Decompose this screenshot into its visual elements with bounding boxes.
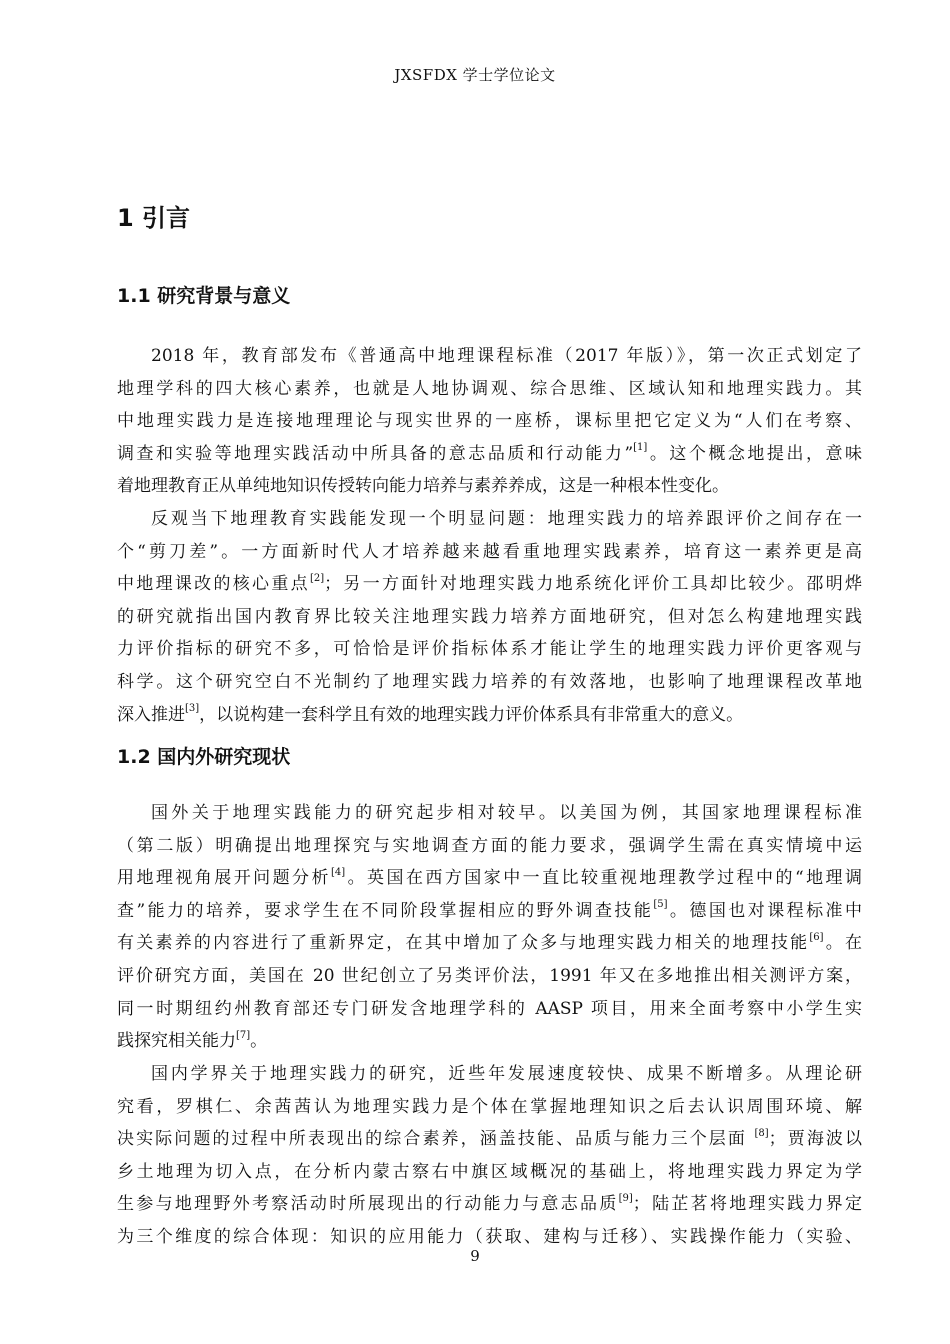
paragraph-foreign-research (117, 797, 862, 1058)
paragraph-background (117, 340, 862, 503)
text-line: 乡土地理为切入点，在分析内蒙古察右中旗区域概况的基础上，将地理实践力界定为学 (117, 1161, 862, 1182)
text-line (117, 895, 862, 928)
text-line: 国外关于地理实践能力的研究起步相对较早。以美国为例，其国家地理课程标准 (151, 803, 862, 823)
text-line: 2018 年，教育部发布《普通高中地理课程标准（2017 年版）》，第一次正式划定了 (151, 346, 862, 366)
paragraph-problem (117, 503, 862, 731)
paragraph-domestic-research (117, 1058, 862, 1254)
text-segment: 有关素养的内容进行了重新界定，在其中增加了众多与地理实践力相关的地理技能 (117, 933, 810, 954)
page-number: 9 (470, 1247, 480, 1265)
text-segment: 生参与地理野外考察活动时所展现出的行动能力与意志品质 (117, 1194, 619, 1215)
text-segment: 。 (250, 1031, 268, 1052)
citation-ref: [7] (236, 1029, 251, 1041)
text-line (117, 438, 862, 471)
text-segment: 。在 (823, 933, 863, 954)
chapter-title: 1 引言 (117, 204, 191, 232)
text-line: 力评价指标的研究不多，可恰恰是评价指标体系才能让学生的地理实践力评价更客观与 (117, 639, 862, 660)
text-line (117, 1025, 862, 1058)
text-line: 的研究就指出国内教育界比较关注地理实践力培养方面地研究，但对怎么构建地理实践 (117, 606, 862, 627)
text-line (117, 699, 862, 732)
text-line: 国内学界关于地理实践力的研究，近些年发展速度较快、成果不断增多。从理论研 (151, 1064, 862, 1084)
text-line: 同一时期纽约州教育部还专门研发含地理学科的 AASP 项目，用来全面考察中小学生实 (117, 998, 862, 1019)
citation-ref: [9] (618, 1192, 633, 1204)
citation-ref: [1] (633, 442, 648, 454)
text-segment: 查”能力的培养，要求学生在不同阶段掌握相应的野外调查技能 (117, 900, 654, 921)
text-segment: ；贾海波以 (768, 1129, 863, 1150)
text-line: （第二版）明确提出地理探究与实地调查方面的能力要求，强调学生需在真实情境中运 (117, 835, 862, 856)
citation-ref: [6] (809, 931, 824, 943)
text-line (117, 927, 862, 960)
text-line (117, 1123, 862, 1156)
text-line: 着地理教育正从单纯地知识传授转向能力培养与素养养成，这是一种根本性变化。 (117, 476, 729, 497)
text-line (117, 568, 862, 601)
text-line (117, 1188, 862, 1221)
text-line: 为三个维度的综合体现：知识的应用能力（获取、建构与迁移）、实践操作能力（实验、 (117, 1226, 862, 1247)
running-header: JXSFDX 学士学位论文 (394, 66, 556, 84)
text-line: 中地理实践力是连接地理理论与现实世界的一座桥，课标里把它定义为“人们在考察、 (117, 411, 862, 432)
text-line: 地理学科的四大核心素养，也就是人地协调观、综合思维、区域认知和地理实践力。其 (117, 378, 862, 399)
text-line: 反观当下地理教育实践能发现一个明显问题：地理实践力的培养跟评价之间存在一 (151, 509, 862, 529)
text-line: 究看，罗棋仁、余茜茜认为地理实践力是个体在掌握地理知识之后去认识周围环境、解 (117, 1096, 862, 1117)
citation-ref: [8] (754, 1127, 769, 1139)
text-segment: 践探究相关能力 (117, 1031, 236, 1052)
citation-ref: [3] (185, 702, 200, 714)
section-title-1-2: 1.2 国内外研究现状 (117, 746, 291, 768)
text-segment: 中地理课改的核心重点 (117, 574, 310, 595)
text-segment: 调查和实验等地理实践活动中所具备的意志品质和行动能力” (117, 443, 634, 464)
text-line: 个“剪刀差”。一方面新时代人才培养越来越看重地理实践素养，培育这一素养更是高 (117, 541, 862, 562)
text-segment: 用地理视角展开问题分析 (117, 868, 331, 889)
text-line: 科学。这个研究空白不光制约了地理实践力培养的有效落地，也影响了地理课程改革地 (117, 671, 862, 692)
citation-ref: [5] (653, 899, 668, 911)
text-segment: ；陆芷茗将地理实践力界定 (632, 1194, 862, 1215)
text-segment: 深入推进 (117, 704, 185, 725)
text-segment: 。这个概念地提出，意味 (647, 443, 862, 464)
text-segment: 。德国也对课程标准中 (667, 900, 862, 921)
text-segment: ，以说构建一套科学且有效的地理实践力评价体系具有非常重大的意义。 (199, 704, 744, 725)
text-segment: 。英国在西方国家中一直比较重视地理教学过程中的“地理调 (345, 868, 862, 889)
citation-ref: [2] (309, 572, 325, 584)
text-segment: 决实际问题的过程中所表现出的综合素养，涵盖技能、品质与能力三个层面 (117, 1129, 747, 1150)
citation-ref: [4] (330, 866, 346, 878)
section-title-1-1: 1.1 研究背景与意义 (117, 285, 291, 307)
text-line (117, 862, 862, 895)
text-line: 评价研究方面，美国在 20 世纪创立了另类评价法，1991 年又在多地推出相关测评方案， (117, 965, 862, 986)
text-segment: ；另一方面针对地理实践力地系统化评价工具却比较少。邵明烨 (324, 574, 863, 595)
